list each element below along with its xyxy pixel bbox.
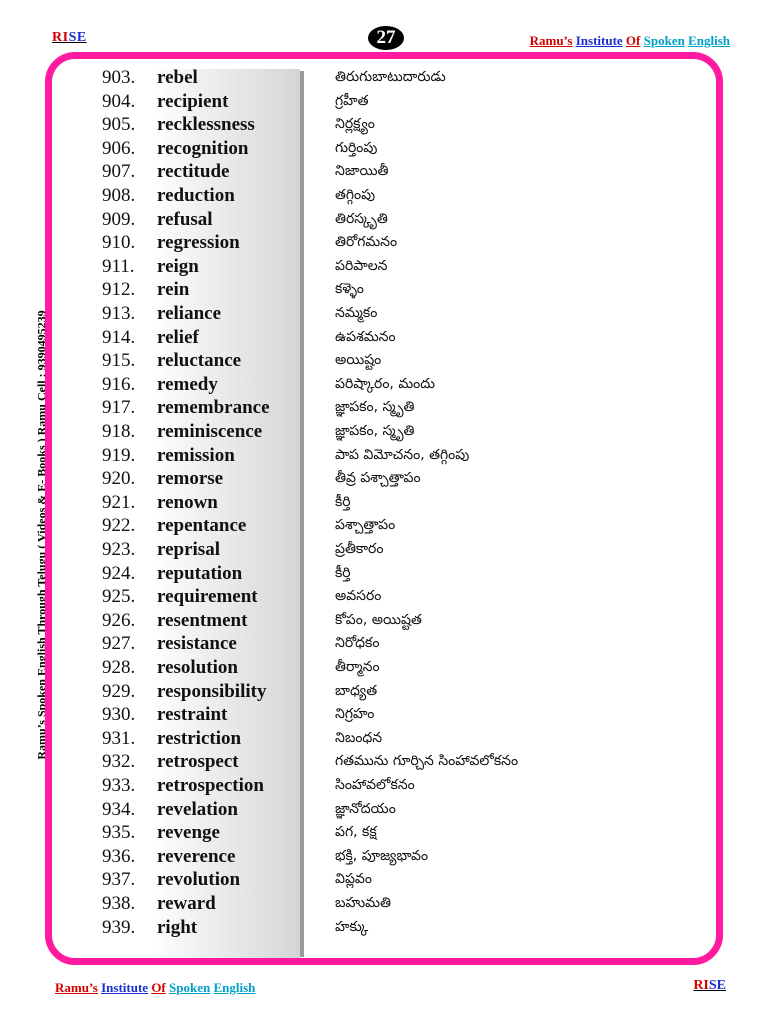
entry-word: resentment	[157, 609, 248, 631]
entry-number: 903.	[102, 67, 136, 88]
entry-word: reminiscence	[157, 421, 263, 442]
entry-number: 926.	[102, 609, 136, 631]
entry-word: restriction	[157, 727, 242, 749]
entry-number: 933.	[102, 775, 136, 796]
entry-telugu: నిర్లక్ష్యం	[335, 116, 375, 133]
entry-word: remorse	[157, 468, 224, 490]
entry-telugu: హక్కు	[335, 918, 369, 935]
entry-telugu: భక్తి, పూజ్యభావం	[335, 847, 429, 864]
content-frame	[45, 52, 723, 965]
entry-word: reputation	[157, 562, 243, 584]
entry-telugu: అయిష్టం	[335, 352, 382, 369]
entry-telugu: తగ్గింపు	[335, 187, 376, 203]
entry-telugu: సింహావలోకనం	[335, 777, 415, 793]
entry-telugu: గతమును గూర్చిన సింహావలోకనం	[335, 753, 519, 770]
entry-number: 923.	[102, 539, 136, 560]
entry-telugu: కీర్తి	[335, 493, 351, 510]
entry-word: renown	[157, 491, 218, 513]
entry-number: 936.	[102, 845, 136, 867]
entry-word: resolution	[157, 657, 238, 678]
footer-brand-part-2: SE	[708, 978, 726, 993]
entry-number: 918.	[102, 421, 136, 442]
entry-telugu: పగ, కక్ష	[335, 824, 377, 841]
entry-word: reward	[157, 893, 216, 914]
entry-telugu: బహుమతి	[335, 895, 391, 911]
header-brand	[52, 30, 87, 46]
entry-word: resistance	[157, 633, 237, 655]
footer-brand	[693, 978, 726, 994]
entry-word: remedy	[157, 373, 218, 395]
entry-number: 935.	[102, 822, 136, 844]
footer-institute-of: Of	[151, 980, 166, 995]
column-divider	[300, 71, 304, 957]
entry-number: 931.	[102, 727, 136, 749]
entry-word: revenge	[157, 822, 220, 844]
entry-word: rectitude	[157, 161, 230, 183]
entry-word: reign	[157, 255, 199, 277]
institute-ramus: Ramu’s	[529, 33, 573, 48]
entry-number: 914.	[102, 326, 136, 348]
entry-number: 909.	[102, 208, 136, 230]
entry-word: recipient	[157, 90, 229, 112]
entry-number: 916.	[102, 373, 136, 395]
entry-telugu: అవసరం	[335, 588, 382, 605]
entry-number: 913.	[102, 303, 136, 324]
side-contact-text: Ramu’s Spoken English Through Telugu ( Videos & E- Books ) Ramu Cell : 9390495239	[34, 310, 49, 760]
entry-word: retrospect	[157, 751, 239, 773]
entry-word: refusal	[157, 208, 213, 230]
entry-telugu: జ్ఞానోదయం	[335, 800, 396, 817]
entry-telugu: పరిపాలన	[335, 257, 388, 274]
entry-number: 905.	[102, 114, 136, 136]
entry-telugu: నిగ్రహం	[335, 706, 375, 723]
entry-telugu: ఉపశమనం	[335, 328, 396, 345]
entry-number: 906.	[102, 137, 136, 159]
entry-telugu: పాప విమోచనం, తగ్గింపు	[335, 446, 470, 463]
entry-number: 904.	[102, 90, 136, 112]
header-institute	[530, 33, 730, 49]
entry-telugu: కీర్తి	[335, 564, 351, 581]
entry-number: 922.	[102, 515, 136, 537]
entry-word: reluctance	[157, 350, 242, 372]
entry-number: 921.	[102, 491, 136, 513]
footer-institute-english: English	[213, 980, 256, 995]
entry-number: 934.	[102, 798, 136, 820]
page-number: 27	[368, 26, 404, 50]
entry-telugu: నిరోధకం	[335, 635, 380, 652]
entry-number: 917.	[102, 397, 136, 419]
brand-part-2: SE	[68, 30, 87, 45]
entry-telugu: నిబంధన	[335, 729, 383, 746]
entry-word: regression	[157, 232, 240, 254]
entry-number: 911.	[102, 255, 135, 277]
entry-telugu: నమ్మకం	[335, 305, 378, 321]
entry-word: remembrance	[157, 397, 270, 419]
footer-brand-part-1: RI	[693, 978, 709, 993]
entry-telugu: గుర్తింపు	[335, 139, 378, 156]
entry-word: remission	[157, 444, 235, 466]
entry-number: 929.	[102, 680, 136, 702]
entry-number: 930.	[102, 704, 136, 726]
entry-telugu: తిరోగమనం	[335, 234, 398, 251]
footer-institute-spoken: Spoken	[169, 980, 211, 995]
entry-number: 928.	[102, 657, 136, 678]
entry-number: 937.	[102, 869, 136, 891]
entry-word: repentance	[157, 515, 247, 537]
entry-number: 912.	[102, 279, 136, 301]
entry-word: responsibility	[157, 680, 267, 702]
entry-number: 927.	[102, 633, 136, 655]
entry-number: 938.	[102, 893, 136, 914]
institute-english: English	[688, 33, 730, 48]
entry-telugu: నిజాయితీ	[335, 163, 389, 180]
entry-number: 939.	[102, 916, 136, 938]
entry-word: requirement	[157, 586, 258, 608]
footer-institute	[55, 980, 255, 996]
entry-number: 932.	[102, 751, 136, 773]
entry-number: 919.	[102, 444, 136, 466]
institute-of: Of	[625, 33, 641, 48]
entry-word: relief	[157, 326, 199, 348]
entry-word: reprisal	[157, 539, 220, 560]
entry-number: 908.	[102, 185, 136, 206]
entry-telugu: పరిష్కారం, మందు	[335, 375, 435, 392]
entry-word: reduction	[157, 185, 235, 206]
entry-telugu: విప్లవం	[335, 871, 372, 888]
entry-word: rein	[157, 279, 190, 301]
entry-word: revelation	[157, 798, 238, 820]
entry-telugu: ప్రతీకారం	[335, 541, 384, 557]
entry-telugu: జ్ఞాపకం, స్మృతి	[335, 423, 415, 439]
entry-telugu: పశ్చాత్తాపం	[335, 517, 396, 534]
entry-telugu: బాధ్యత	[335, 682, 378, 699]
entry-word: reliance	[157, 303, 222, 324]
entry-word: restraint	[157, 704, 228, 726]
entry-telugu: జ్ఞాపకం, స్మృతి	[335, 399, 415, 416]
entry-telugu: గ్రహీత	[335, 92, 369, 109]
entry-number: 925.	[102, 586, 136, 608]
entry-telugu: తీర్మానం	[335, 659, 380, 675]
entry-word: revolution	[157, 869, 241, 891]
entry-word: right	[157, 916, 198, 938]
institute-word: Institute	[575, 33, 623, 48]
entry-number: 920.	[102, 468, 136, 490]
entry-word: reverence	[157, 845, 236, 867]
entry-word: rebel	[157, 67, 198, 88]
entry-number: 910.	[102, 232, 136, 254]
entry-telugu: కళ్ళెం	[335, 281, 364, 298]
brand-part-1: RI	[52, 30, 69, 45]
entry-telugu: తిరస్కృతి	[335, 210, 388, 227]
footer-institute-ramus: Ramu’s	[55, 980, 98, 995]
entry-number: 907.	[102, 161, 136, 183]
entry-word: recognition	[157, 137, 249, 159]
entry-telugu: తిరుగుబాటుదారుడు	[335, 69, 446, 85]
entry-telugu: తీవ్ర పశ్చాత్తాపం	[335, 470, 421, 487]
footer-institute-word: Institute	[101, 980, 149, 995]
entry-number: 924.	[102, 562, 136, 584]
entry-number: 915.	[102, 350, 136, 372]
entry-word: retrospection	[157, 775, 264, 796]
entry-word: recklessness	[157, 114, 255, 136]
institute-spoken: Spoken	[643, 33, 685, 48]
entry-telugu: కోపం, అయిష్టత	[335, 611, 422, 628]
